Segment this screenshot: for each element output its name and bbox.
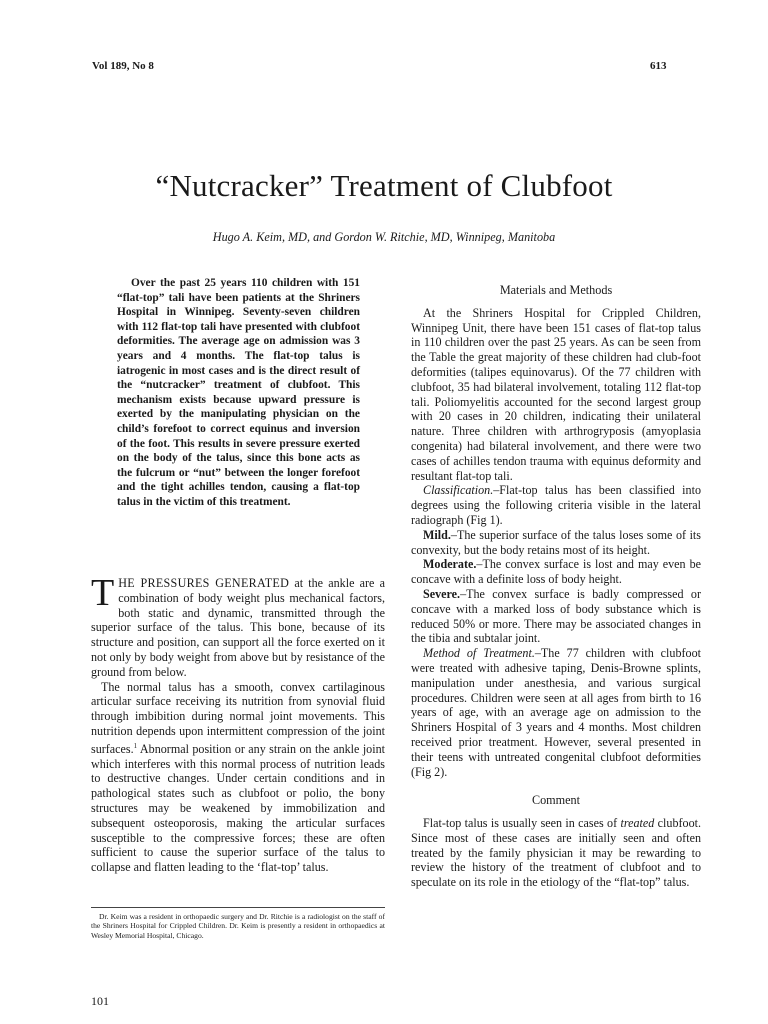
drop-cap: T <box>91 572 115 614</box>
reference-1: 1 <box>133 741 138 750</box>
folio-page-number: 101 <box>91 994 109 1008</box>
footnote-text: Dr. Keim was a resident in orthopaedic surgery and Dr. Ritchie is a radiologist on the staff of the Shriners Hospital for Crippled Children. Dr. Keim is presently a resident in orthopaedics at Wesley Memorial Hospital, Chicago. <box>91 912 385 940</box>
author-footnote <box>91 907 385 940</box>
classification-text: –Flat-top talus has been classified into degrees using the following criteria visible in the lateral radiograph (Fig 1). <box>411 483 701 527</box>
comment-text-a: Flat-top talus is usually seen in cases of <box>423 816 621 831</box>
mild-label: Mild. <box>423 527 451 542</box>
treatment-text: –The 77 children with clubfoot were treated with adhesive taping, Denis-Browne splints, manipulation under anesthesia, and various surgical procedures. Children were seen at all ages from birth to 16 years of age, with an average age on admission to the Shriners Hospital of 3 years and 4 months. Most children received prior treatment. However, several presented in their teens with untreated congenital clubfoot deformities (Fig 2). <box>411 646 701 779</box>
abstract-text: Over the past 25 years 110 children with 151 “flat-top” tali have been patients at the Shriners Hospital in Winnipeg. Seventy-seven children with 112 flat-top tali have presented with clubfoot deformities. The average age on admission was 3 years and 4 months. The flat-top talus is iatrogenic in most cases and is the direct result of the “nutcracker” treatment of clubfoot. This mechanism exists because upward pressure is exerted by the manipulating physician on the child’s forefoot to correct equinus and inversion of the foot. This results in severe pressure exerted on the body of the talus, since this bone acts as the fulcrum or “nut” between the longer forefoot and the tight achilles tendon, causing a flat-top talus in the victim of this treatment. <box>117 277 360 508</box>
moderate-paragraph <box>411 557 701 587</box>
journal-volume: Vol 189, No 8 <box>92 60 154 72</box>
right-column-body <box>411 283 701 890</box>
intro-lead-caps: HE PRESSURES GENERATED <box>118 576 290 590</box>
comment-text-b: clubfoot. Since most of these cases are initially seen and often treated by the family physician it may be rewarding to review the history of the treatment of clubfoot and to speculate on its role in the etiology of the “flat-top” talus. <box>411 816 701 890</box>
mild-text: –The superior surface of the talus loses some of its convexity, but the body retains most of its height. <box>411 527 701 557</box>
normal-talus-text-b: Abnormal position or any strain on the ankle joint which interferes with this normal process of nutrition leads to destructive changes. Under certain conditions and in pathological states such as clubfoot or polio, the bony structures may be weakened by immobilization and subsequent osteoporosis, making the articular surfaces susceptible to the compressive forces; these are often sufficient to cause the superior surface of the talus to collapse and flatten leading to the ‘flat-top’ talus. <box>91 741 385 875</box>
comment-heading: Comment <box>531 793 581 808</box>
treatment-paragraph <box>411 646 701 779</box>
comment-paragraph <box>411 816 701 890</box>
severe-label: Severe. <box>423 586 461 601</box>
moderate-text: –The convex surface is lost and may even be concave with a definite loss of body height. <box>411 557 701 587</box>
article-authors: Hugo A. Keim, MD, and Gordon W. Ritchie, MD, Winnipeg, Manitoba <box>212 230 556 244</box>
journal-page-number: 613 <box>650 60 667 72</box>
classification-paragraph <box>411 483 701 527</box>
severe-text: –The convex surface is badly compressed or concave with a marked loss of body substance which is reduced 50% or more. There may be associated changes in the tibia and subtalar joint. <box>411 586 701 646</box>
treatment-label: Method of Treatment. <box>423 646 535 661</box>
intro-text: at the ankle are a combination of body weight plus mechanical factors, both static and dynamic, transmitted through the superior surface of the talus. This bone, because of its structure and position, can support all the force exerted on it not only by body weight from above but by resistance of the ground from below. <box>91 576 385 679</box>
intro-paragraph <box>91 572 385 680</box>
mild-paragraph <box>411 528 701 558</box>
methods-heading: Materials and Methods <box>499 283 613 297</box>
left-column-body <box>91 572 385 875</box>
methods-paragraph: At the Shriners Hospital for Crippled Children, Winnipeg Unit, there have been 151 cases of flat-top talus in 110 children over the past 25 years. As can be seen from the Table the great majority of these children had club-foot deformities (talipes equinovarus). Of the 77 children with clubfoot, 35 had bilateral involvement, totaling 112 flat-top tali. Poliomyelitis accounted for the second largest group with 20 cases in 20 children, indicating their unilateral nature. Three children with arthrogryposis (amyoplasia congenita) had bilateral involvement, and there were two cases of achilles tendon trauma with equinus deformity and resultant flat-top tali. <box>411 305 701 483</box>
classification-label: Classification. <box>423 483 494 498</box>
article-title: “Nutcracker” Treatment of Clubfoot <box>155 168 613 203</box>
severe-paragraph <box>411 587 701 646</box>
moderate-label: Moderate. <box>423 557 477 572</box>
comment-emphasis: treated <box>620 816 655 831</box>
abstract <box>117 276 360 510</box>
normal-talus-paragraph <box>91 680 385 875</box>
normal-talus-text-a: The normal talus has a smooth, convex cartilaginous articular surface receiving its nutrition from synovial fluid through imbibition during normal joint movements. This nutrition depends upon intermittent compression of the joint surfaces. <box>91 679 385 756</box>
